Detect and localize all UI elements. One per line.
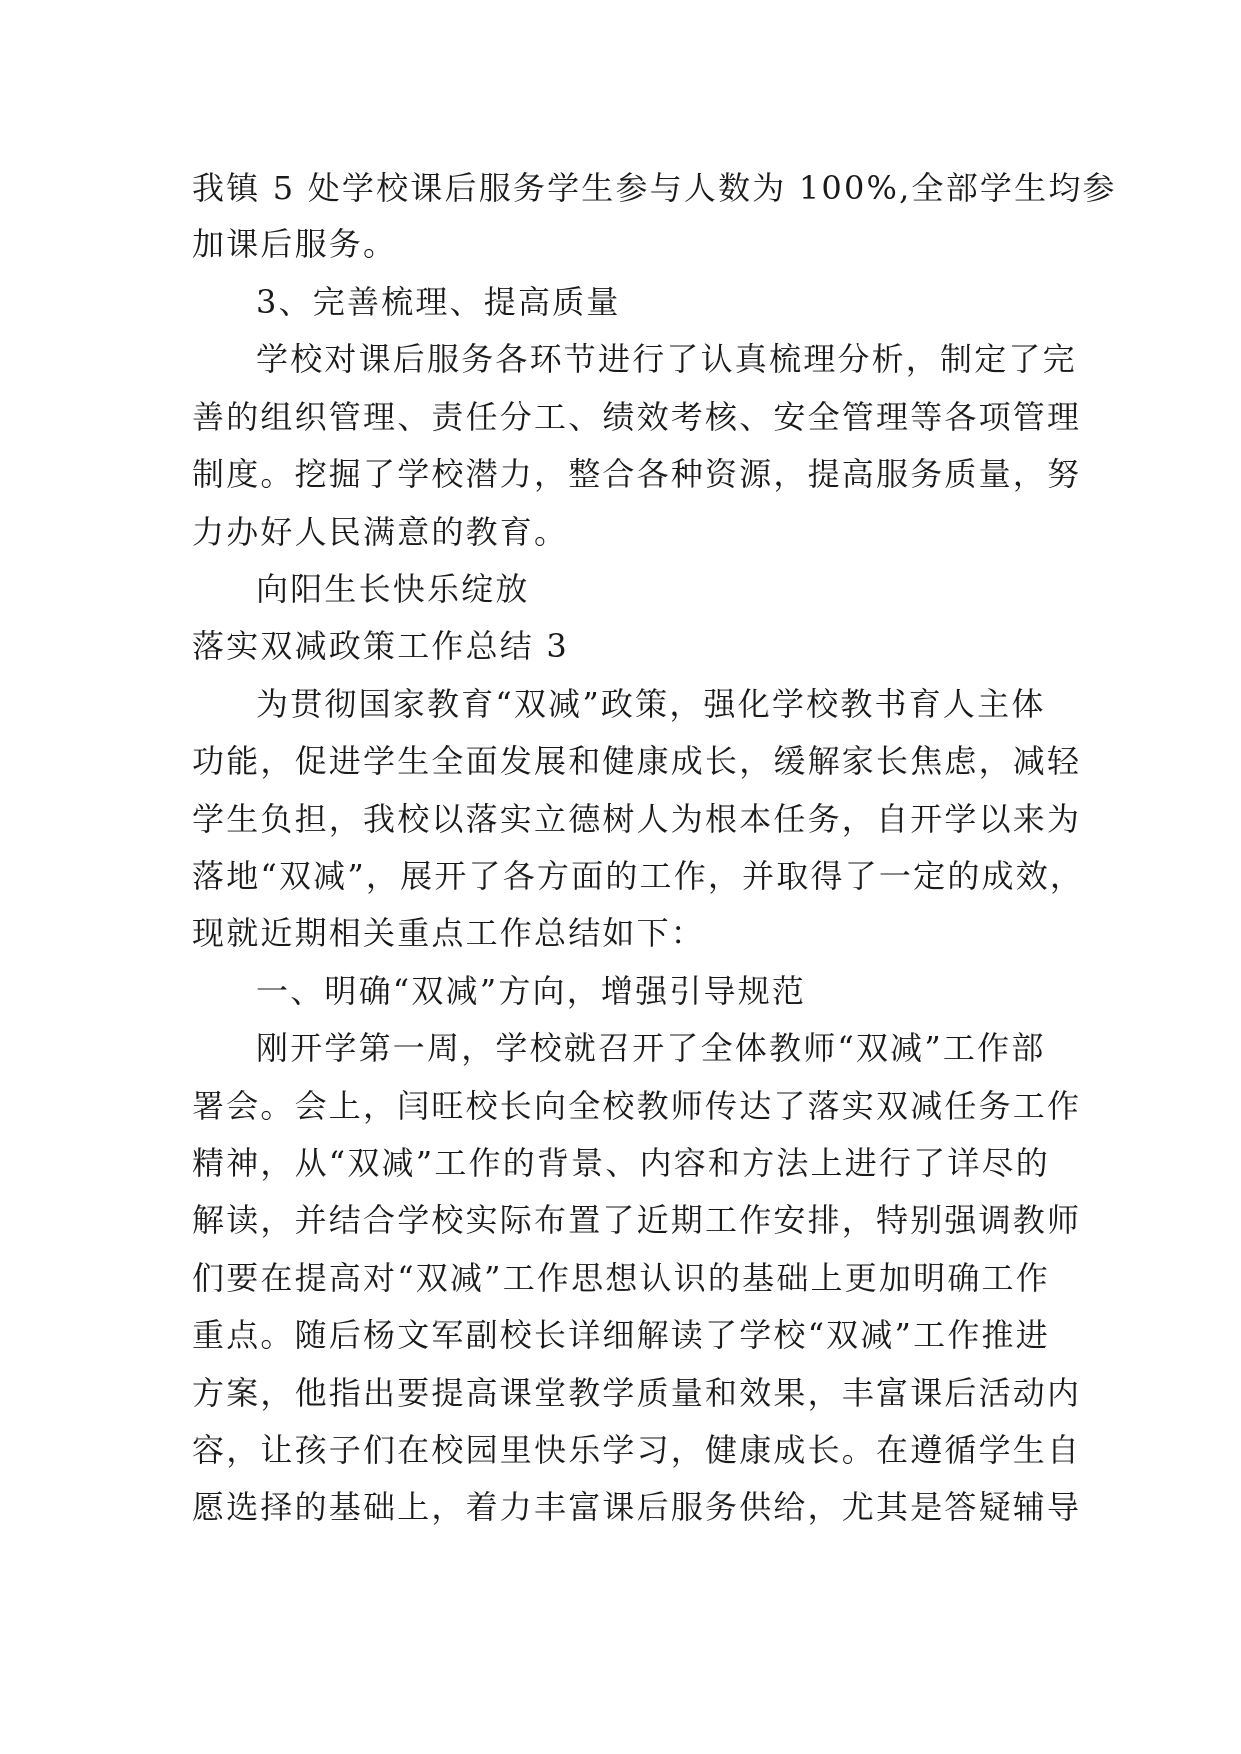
- body-line: 善的组织管理、责任分工、绩效考核、安全管理等各项管理: [192, 398, 1082, 436]
- body-line: 为贯彻国家教育“双减”政策，强化学校教书育人主体: [256, 685, 1046, 723]
- body-line: 刚开学第一周，学校就召开了全体教师“双减”工作部: [256, 1029, 1046, 1067]
- body-line: 们要在提高对“双减”工作思想认识的基础上更加明确工作: [192, 1259, 1050, 1297]
- body-line: 现就近期相关重点工作总结如下：: [192, 914, 706, 952]
- document-title: 落实双减政策工作总结 3: [192, 627, 569, 665]
- body-line: 愿选择的基础上，着力丰富课后服务供给，尤其是答疑辅导: [192, 1488, 1082, 1526]
- body-line: 容，让孩子们在校园里快乐学习，健康成长。在遵循学生自: [192, 1431, 1082, 1469]
- body-line: 学校对课后服务各环节进行了认真梳理分析，制定了完: [256, 340, 1077, 378]
- body-line: 重点。随后杨文军副校长详细解读了学校“双减”工作推进: [192, 1316, 1050, 1354]
- body-line: 学生负担，我校以落实立德树人为根本任务，自开学以来为: [192, 800, 1082, 838]
- body-line: 制度。挖掘了学校潜力，整合各种资源，提高服务质量，努: [192, 455, 1082, 493]
- body-line: 加课后服务。: [192, 225, 398, 263]
- section-heading: 3、完善梳理、提高质量: [256, 283, 621, 321]
- body-line: 解读，并结合学校实际布置了近期工作安排，特别强调教师: [192, 1201, 1082, 1239]
- body-line: 方案，他指出要提高课堂教学质量和效果，丰富课后活动内: [192, 1374, 1082, 1412]
- body-line: 我镇 5 处学校课后服务学生参与人数为 100%,全部学生均参: [192, 169, 1117, 207]
- body-line: 落地“双减”，展开了各方面的工作，并取得了一定的成效，: [192, 857, 1085, 895]
- body-line: 署会。会上，闫旺校长向全校教师传达了落实双减任务工作: [192, 1087, 1082, 1125]
- section-heading: 一、明确“双减”方向，增强引导规范: [256, 972, 807, 1010]
- body-line: 力办好人民满意的教育。: [192, 513, 569, 551]
- body-line: 功能，促进学生全面发展和健康成长，缓解家长焦虑，减轻: [192, 742, 1082, 780]
- subtitle: 向阳生长快乐绽放: [256, 570, 530, 608]
- body-line: 精神，从“双减”工作的背景、内容和方法上进行了详尽的: [192, 1144, 1050, 1182]
